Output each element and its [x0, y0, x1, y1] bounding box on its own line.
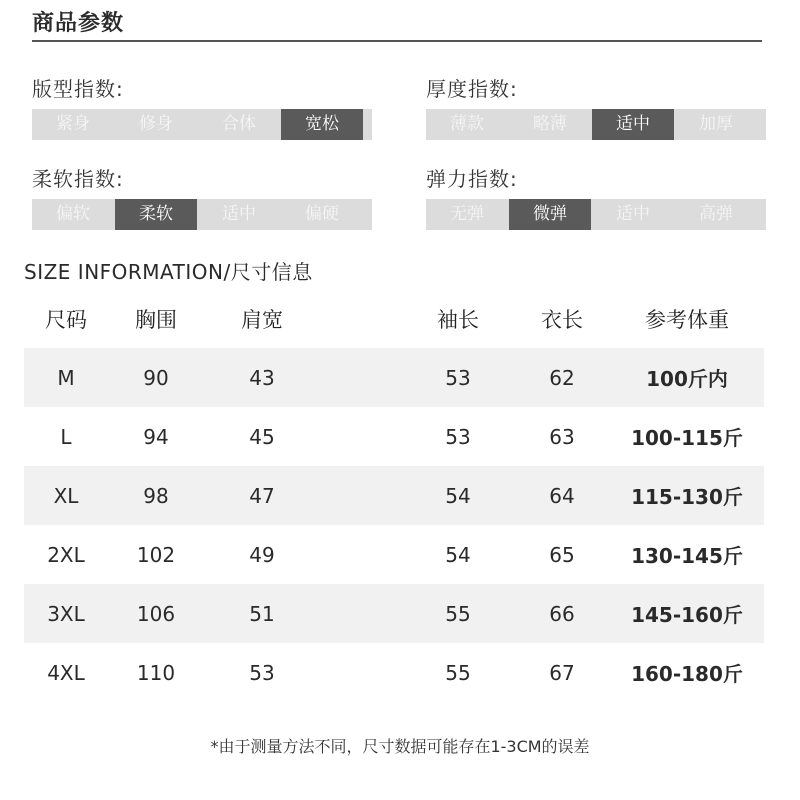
table-row [24, 348, 764, 407]
cell-chest: 106 [136, 601, 176, 626]
table-row [24, 407, 764, 466]
index-option: 无弹 [426, 199, 508, 230]
cell-weight: 100-115斤 [631, 426, 743, 450]
cell-weight: 160-180斤 [631, 662, 743, 686]
cell-weight: 145-160斤 [631, 603, 743, 627]
index-option: 偏软 [32, 199, 114, 230]
cell-weight: 130-145斤 [631, 544, 743, 568]
cell-shoulder: 49 [249, 542, 275, 567]
header-size: 尺码 [45, 308, 87, 332]
cell-length: 67 [549, 660, 575, 685]
cell-size: 2XL [47, 542, 85, 567]
index-scale [32, 199, 372, 230]
cell-length: 65 [549, 542, 575, 567]
cell-length: 63 [549, 424, 575, 449]
table-row [24, 525, 764, 584]
cell-shoulder: 51 [249, 601, 275, 626]
index-option: 适中 [592, 199, 674, 230]
header-length: 衣长 [541, 308, 583, 332]
index-option: 略薄 [509, 109, 591, 140]
cell-shoulder: 53 [249, 660, 275, 685]
index-scale [32, 109, 372, 140]
table-row [24, 643, 764, 702]
index-option: 修身 [115, 109, 197, 140]
cell-size: 4XL [47, 660, 85, 685]
index-label: 柔软指数: [32, 167, 124, 191]
cell-sleeve: 55 [445, 660, 471, 685]
cell-shoulder: 47 [249, 483, 275, 508]
header-chest: 胸围 [135, 308, 177, 332]
size-information-heading: SIZE INFORMATION/尺寸信息 [24, 260, 313, 284]
cell-size: XL [53, 483, 79, 508]
size-table [24, 290, 764, 702]
fit-index [32, 74, 372, 140]
cell-length: 66 [549, 601, 575, 626]
cell-size: 3XL [47, 601, 85, 626]
index-option: 薄款 [426, 109, 508, 140]
measurement-note: *由于测量方法不同，尺寸数据可能存在1-3CM的误差 [210, 737, 590, 756]
index-option: 适中 [198, 199, 280, 230]
cell-size: L [60, 424, 72, 449]
index-option: 宽松 [281, 109, 363, 140]
table-row [24, 466, 764, 525]
cell-size: M [57, 365, 75, 390]
index-option: 合体 [198, 109, 280, 140]
softness-index [32, 164, 372, 230]
cell-chest: 102 [136, 542, 176, 567]
index-option: 紧身 [32, 109, 114, 140]
cell-sleeve: 54 [445, 483, 471, 508]
header-weight: 参考体重 [645, 308, 729, 332]
cell-chest: 94 [143, 424, 169, 449]
index-scale [426, 109, 766, 140]
cell-sleeve: 53 [445, 365, 471, 390]
index-option: 加厚 [675, 109, 757, 140]
cell-length: 64 [549, 483, 575, 508]
index-label: 厚度指数: [426, 77, 518, 101]
header-shoulder: 肩宽 [241, 308, 283, 332]
index-scale [426, 199, 766, 230]
cell-sleeve: 53 [445, 424, 471, 449]
cell-shoulder: 43 [249, 365, 275, 390]
cell-length: 62 [549, 365, 575, 390]
cell-sleeve: 55 [445, 601, 471, 626]
cell-shoulder: 45 [249, 424, 275, 449]
table-row [24, 584, 764, 643]
cell-chest: 110 [136, 660, 176, 685]
cell-chest: 98 [143, 483, 169, 508]
thickness-index [426, 74, 766, 140]
header-sleeve: 袖长 [437, 308, 479, 332]
table-header-row [24, 290, 764, 348]
index-option: 柔软 [115, 199, 197, 230]
title-divider [32, 40, 762, 42]
cell-weight: 100斤内 [646, 367, 728, 391]
cell-chest: 90 [143, 365, 169, 390]
elasticity-index [426, 164, 766, 230]
index-option: 偏硬 [281, 199, 363, 230]
cell-sleeve: 54 [445, 542, 471, 567]
section-title: 商品参数 [32, 11, 125, 36]
index-option: 适中 [592, 109, 674, 140]
index-option: 微弹 [509, 199, 591, 230]
cell-weight: 115-130斤 [631, 485, 743, 509]
index-label: 版型指数: [32, 77, 124, 101]
index-label: 弹力指数: [426, 167, 518, 191]
index-option: 高弹 [675, 199, 757, 230]
